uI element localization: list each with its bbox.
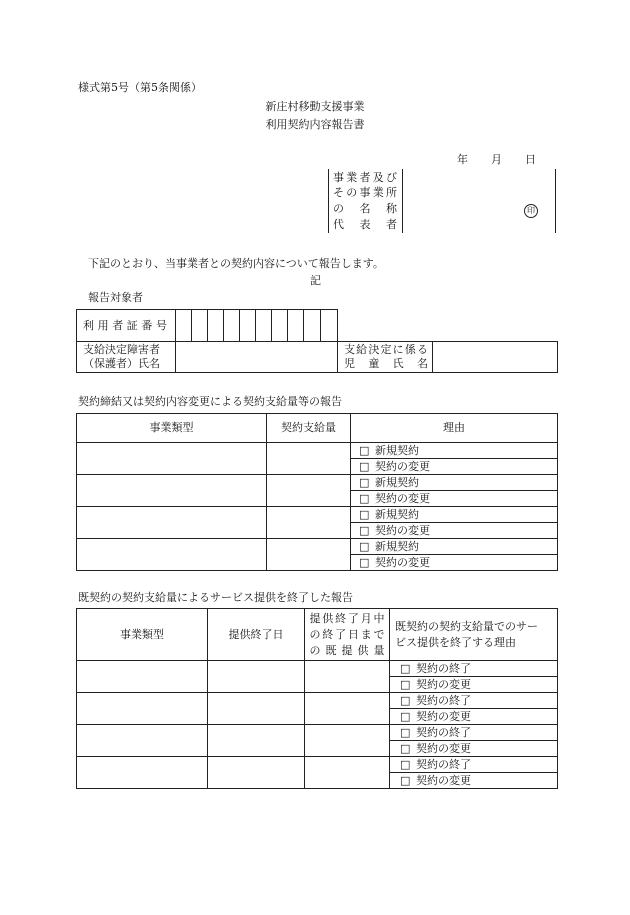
checkbox-icon: □ <box>400 741 411 755</box>
business-type-cell <box>77 443 267 475</box>
intro-text: 下記のとおり、当事業者との契約内容について報告します。 <box>88 257 384 270</box>
reason-label: 契約の変更 <box>375 523 430 537</box>
reason-option <box>390 741 558 757</box>
user-id-digit-box <box>288 310 304 342</box>
provider-label-office: その事業所 <box>333 186 397 199</box>
reason-option <box>351 507 558 523</box>
business-type-cell <box>77 507 267 539</box>
contract-amount-cell <box>267 475 351 507</box>
empty-area <box>338 310 558 342</box>
checkbox-icon: □ <box>359 539 370 553</box>
header-termination-reason <box>390 609 558 661</box>
date-year: 年 <box>457 153 468 166</box>
target-heading: 報告対象者 <box>88 291 143 304</box>
header-provided-amount-line: の既提供量 <box>309 643 385 657</box>
provider-divider <box>402 169 403 233</box>
title-program: 新庄村移動支援事業 <box>265 100 365 113</box>
guardian-label-cell <box>77 342 176 373</box>
reason-label: 契約の変更 <box>375 555 430 569</box>
section1-heading: 契約締結又は契約内容変更による契約支給量等の報告 <box>78 395 342 408</box>
reason-label: 契約の終了 <box>416 757 471 771</box>
reason-option <box>351 539 558 555</box>
reason-label: 契約の終了 <box>416 693 471 707</box>
reason-option <box>351 491 558 507</box>
reason-option <box>390 693 558 709</box>
reason-option <box>351 523 558 539</box>
user-id-digit-box <box>192 310 208 342</box>
reason-label: 契約の変更 <box>375 459 430 473</box>
business-type-cell <box>77 539 267 571</box>
reason-label: 新規契約 <box>375 507 419 521</box>
user-id-digit-box <box>176 310 192 342</box>
provided-amount-cell <box>305 661 390 693</box>
contract-amount-cell <box>267 539 351 571</box>
child-name-cell <box>433 342 558 373</box>
header-provided-amount <box>305 609 390 661</box>
business-type-cell <box>77 661 208 693</box>
reason-option <box>351 443 558 459</box>
reason-label: 新規契約 <box>375 475 419 489</box>
user-id-digit-box <box>208 310 224 342</box>
reason-label: 契約の変更 <box>416 677 471 691</box>
checkbox-icon: □ <box>359 475 370 489</box>
user-id-digit-box <box>256 310 272 342</box>
date-day: 日 <box>525 153 536 166</box>
date-month: 月 <box>491 153 502 166</box>
section2-heading: 既契約の契約支給量によるサービス提供を終了した報告 <box>78 591 353 604</box>
checkbox-icon: □ <box>400 677 411 691</box>
business-type-cell <box>77 693 208 725</box>
reason-label: 契約の終了 <box>416 661 471 675</box>
reason-label: 契約の変更 <box>416 709 471 723</box>
user-id-digit-box <box>304 310 321 342</box>
header-termination-reason-line: ビス提供を終了する理由 <box>395 635 516 649</box>
header-business-type: 事業類型 <box>77 609 208 661</box>
end-date-cell <box>208 693 305 725</box>
provider-label-representative: 代 表 者 <box>333 218 397 231</box>
checkbox-icon: □ <box>359 555 370 569</box>
checkbox-icon: □ <box>400 709 411 723</box>
target-table <box>76 309 558 373</box>
reason-option <box>390 725 558 741</box>
user-id-digit-box <box>272 310 288 342</box>
reason-label: 新規契約 <box>375 539 419 553</box>
provided-amount-cell <box>305 757 390 789</box>
child-label-cell <box>338 342 433 373</box>
checkbox-icon: □ <box>359 523 370 537</box>
checkbox-icon: □ <box>359 443 370 457</box>
reason-label: 新規契約 <box>375 443 419 457</box>
termination-table <box>76 608 558 789</box>
reason-label: 契約の変更 <box>416 741 471 755</box>
reason-option <box>390 709 558 725</box>
header-business-type: 事業類型 <box>77 414 267 443</box>
seal-icon: 印 <box>524 204 538 218</box>
contract-table <box>76 413 558 571</box>
user-id-digit-box <box>224 310 240 342</box>
header-contract-amount: 契約支給量 <box>267 414 351 443</box>
user-id-label: 利用者証番号 <box>83 318 171 332</box>
checkbox-icon: □ <box>400 661 411 675</box>
form-number: 様式第5号（第5条関係） <box>78 81 202 94</box>
reason-label: 契約の変更 <box>416 773 471 787</box>
child-label-line: 児 童 氏 名 <box>344 357 428 370</box>
end-date-cell <box>208 661 305 693</box>
reason-option <box>351 475 558 491</box>
contract-amount-cell <box>267 443 351 475</box>
ki-heading: 記 <box>310 274 321 287</box>
guardian-name-cell <box>176 342 338 373</box>
guardian-label-line: （保護者）氏名 <box>83 357 160 370</box>
reason-option <box>390 661 558 677</box>
checkbox-icon: □ <box>400 725 411 739</box>
provided-amount-cell <box>305 725 390 757</box>
user-id-label-cell <box>77 310 176 342</box>
reason-option <box>390 757 558 773</box>
end-date-cell <box>208 725 305 757</box>
checkbox-icon: □ <box>400 773 411 787</box>
contract-amount-cell <box>267 507 351 539</box>
child-label-line: 支給決定に係る <box>344 343 428 356</box>
reason-option <box>390 677 558 693</box>
header-provided-amount-line: の終了日まで <box>309 627 385 641</box>
checkbox-icon: □ <box>359 491 370 505</box>
reason-option <box>351 459 558 475</box>
header-provided-amount-line: 提供終了月中 <box>309 611 385 625</box>
reason-label: 契約の終了 <box>416 725 471 739</box>
provided-amount-cell <box>305 693 390 725</box>
checkbox-icon: □ <box>400 693 411 707</box>
header-reason: 理由 <box>351 414 558 443</box>
reason-option <box>351 555 558 571</box>
title-report: 利用契約内容報告書 <box>265 118 365 131</box>
business-type-cell <box>77 725 208 757</box>
provider-label-name: の 名 称 <box>333 202 397 215</box>
user-id-digit-box <box>240 310 256 342</box>
reason-option <box>390 773 558 789</box>
reason-label: 契約の変更 <box>375 491 430 505</box>
checkbox-icon: □ <box>359 507 370 521</box>
end-date-cell <box>208 757 305 789</box>
user-id-digit-box <box>321 310 338 342</box>
header-termination-reason-line: 既契約の契約支給量でのサー <box>395 619 538 633</box>
provider-label-business: 事業者及び <box>333 171 397 184</box>
checkbox-icon: □ <box>400 757 411 771</box>
checkbox-icon: □ <box>359 459 370 473</box>
guardian-label-line: 支給決定障害者 <box>83 343 160 356</box>
business-type-cell <box>77 475 267 507</box>
header-end-date: 提供終了日 <box>208 609 305 661</box>
business-type-cell <box>77 757 208 789</box>
